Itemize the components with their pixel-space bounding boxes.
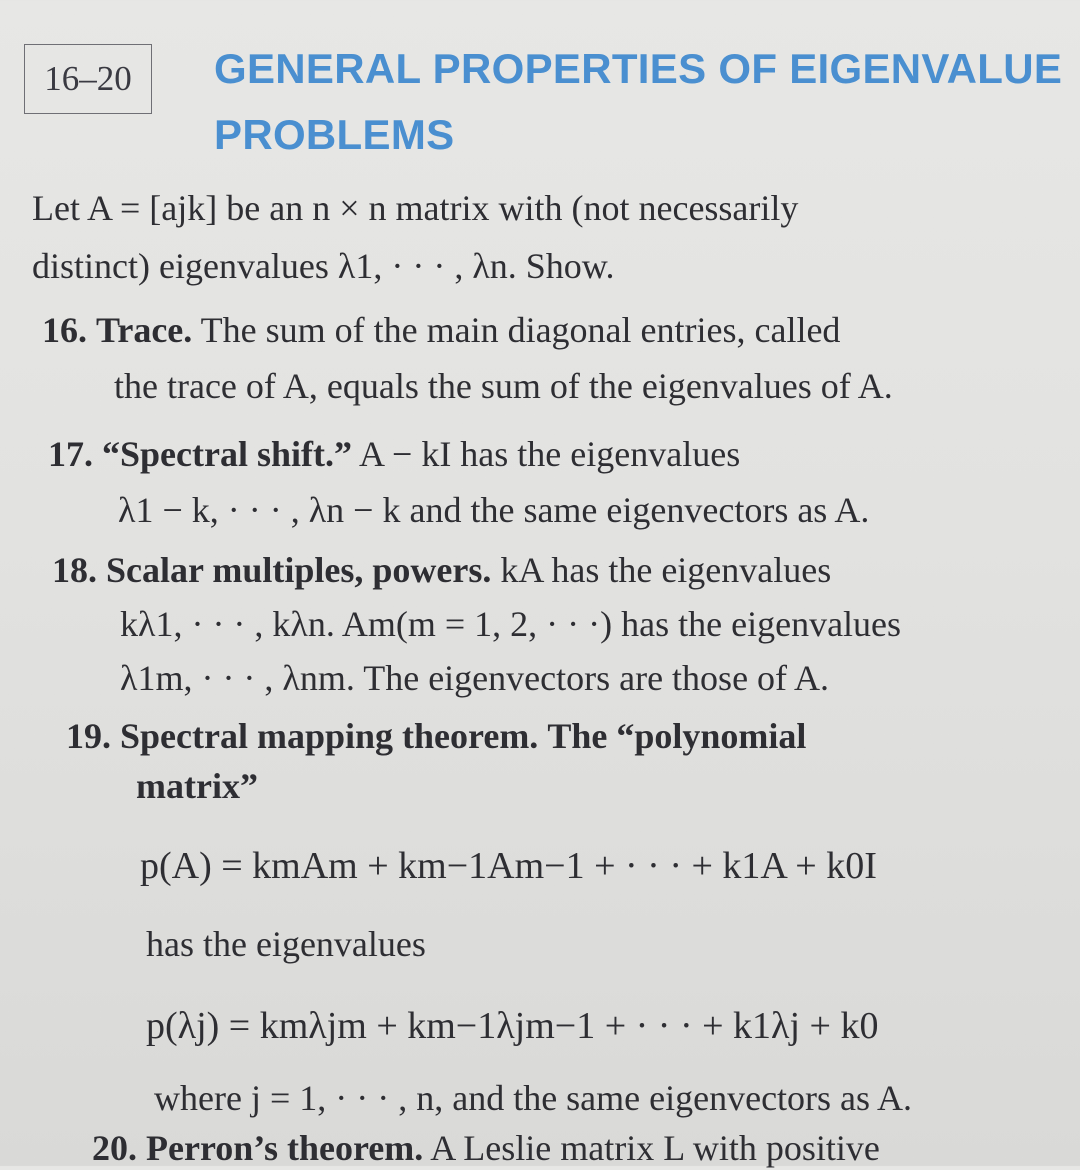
problem-19-text: The “polynomial — [547, 716, 807, 756]
problem-19-number: 19. — [66, 716, 111, 756]
problem-19-line1 — [66, 714, 806, 758]
problem-18-line2: kλ1, · · · , kλn. Am(m = 1, 2, · · ·) has the eigenvalues — [120, 604, 902, 644]
problem-18-number: 18. — [52, 550, 97, 590]
problem-18-title: Scalar multiples, powers. — [106, 550, 492, 590]
equation-polynomial-matrix: p(A) = kmAm + km−1Am−1 + · · · + k1A + k0I — [140, 845, 877, 887]
problem-20-number: 20. — [92, 1128, 137, 1168]
problem-17-title: “Spectral shift.” — [102, 434, 352, 474]
problem-18-text: kA has the eigenvalues — [500, 550, 832, 590]
section-number-box — [24, 44, 152, 114]
problem-19-title: Spectral mapping theorem. — [120, 716, 539, 756]
intro-line2: distinct) eigenvalues λ1, · · · , λn. Show. — [32, 246, 615, 286]
section-title-line2: PROBLEMS — [214, 111, 455, 158]
section-range: 16–20 — [44, 59, 132, 98]
intro-line1: Let A = [ajk] be an n × n matrix with (not necessarily — [32, 188, 799, 228]
problem-16-line2: the trace of A, equals the sum of the eigenvalues of A. — [114, 366, 893, 406]
problem-19-line2: matrix” — [136, 766, 258, 806]
problem-16-text: The sum of the main diagonal entries, called — [200, 310, 841, 350]
section-title — [214, 36, 1074, 168]
problem-17-text: A − kI has the eigenvalues — [359, 434, 741, 474]
problem-17-line1 — [48, 432, 740, 476]
problem-17-number: 17. — [48, 434, 93, 474]
problem-18-line3: λ1m, · · · , λnm. The eigenvectors are those of A. — [120, 658, 830, 698]
section-title-line1: GENERAL PROPERTIES OF EIGENVALUE — [214, 45, 1063, 92]
problem-16-title: Trace. — [96, 310, 193, 350]
problem-19-closing: where j = 1, · · · , n, and the same eigenvectors as A. — [154, 1078, 913, 1118]
problem-18-line1 — [52, 548, 831, 592]
problem-20-line1 — [92, 1126, 880, 1170]
problem-20-title: Perron’s theorem. — [146, 1128, 424, 1168]
problem-16-number: 16. — [42, 310, 87, 350]
problem-17-line2: λ1 − k, · · · , λn − k and the same eigenvectors as A. — [118, 490, 870, 530]
problem-16-line1 — [42, 308, 840, 352]
equation-eigenvalues: p(λj) = kmλjm + km−1λjm−1 + · · · + k1λj + k0 — [146, 1005, 879, 1047]
problem-20-text: A Leslie matrix L with positive — [430, 1128, 880, 1168]
problem-19-middle-text: has the eigenvalues — [146, 924, 426, 964]
